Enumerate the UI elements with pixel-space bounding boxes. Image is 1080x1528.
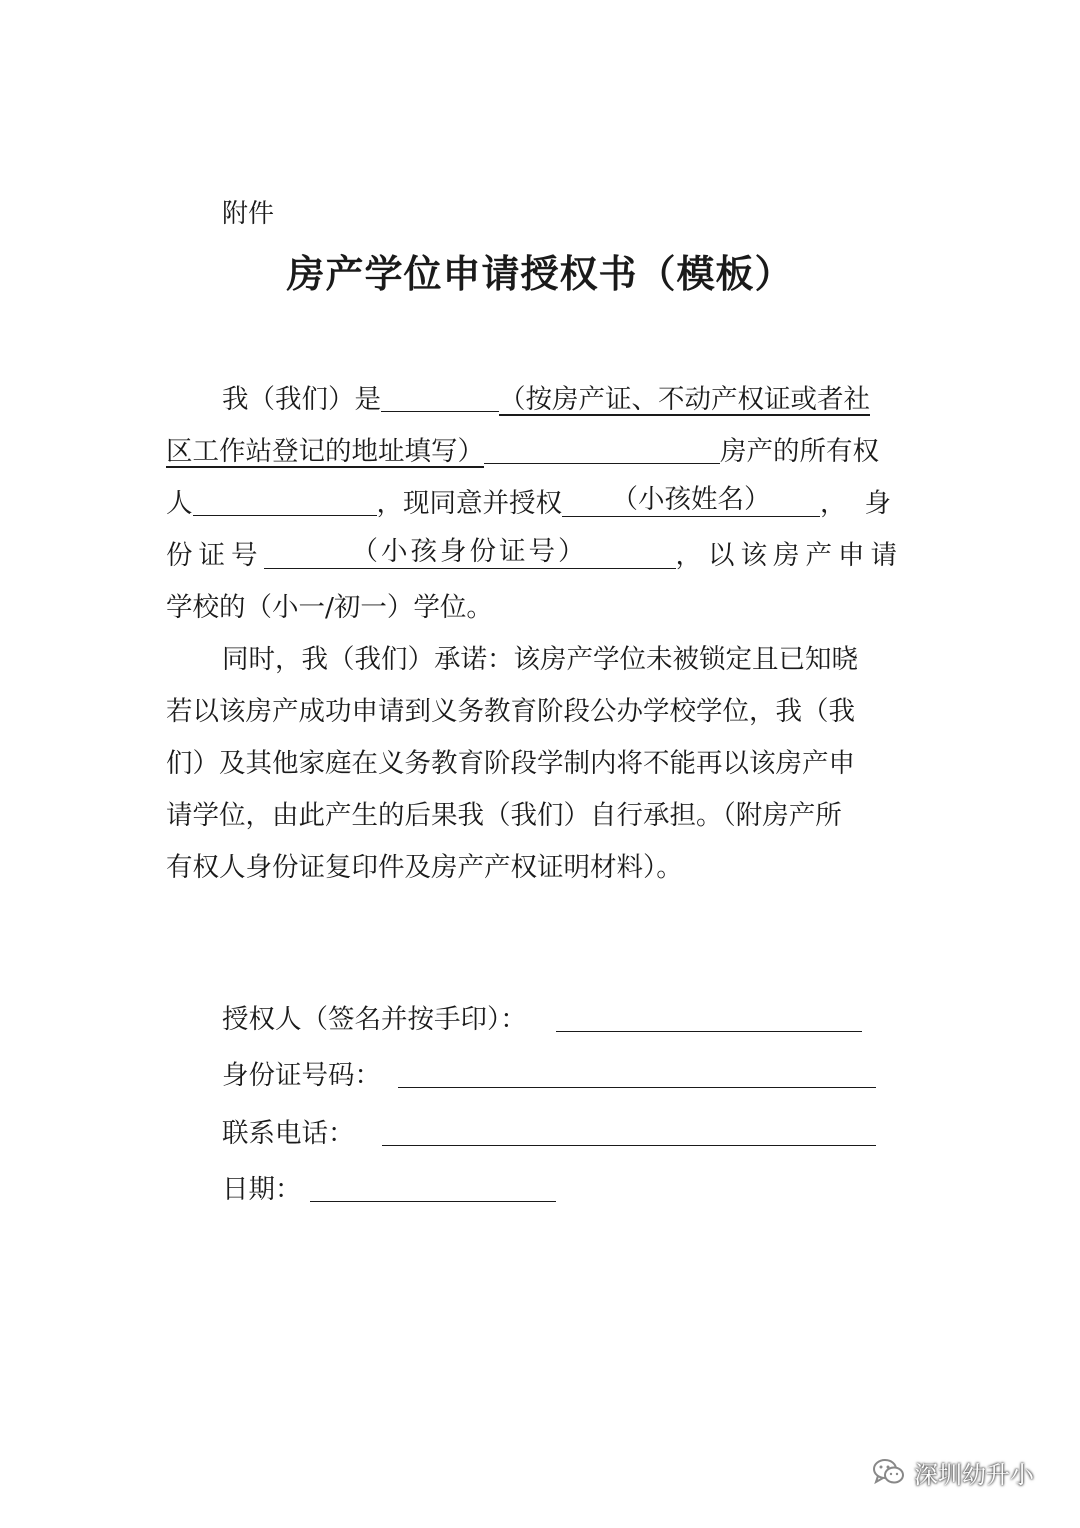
- ownership-text: 房产的所有权: [720, 436, 879, 467]
- date-label: 日期：: [222, 1174, 302, 1205]
- commitment-text-2: 若以该房产成功申请到义务教育阶段公办学校学位，我（我: [166, 696, 855, 727]
- school-level-text: 学校的（小一/初一）学位。: [166, 592, 493, 623]
- paragraph1-line4: [166, 530, 918, 582]
- phone-label: 联系电话：: [222, 1118, 355, 1149]
- child-id-field: [264, 534, 676, 569]
- paragraph1-line1: [166, 374, 918, 426]
- commitment-text-1: 同时，我（我们）承诺：该房产学位未被锁定且已知晓: [222, 644, 858, 675]
- paragraph2-line1: [166, 634, 918, 686]
- commitment-text-4: 请学位，由此产生的后果我（我们）自行承担。（附房产所: [166, 800, 842, 831]
- date-line: [310, 1201, 556, 1202]
- paragraph2-line4: [166, 790, 918, 842]
- address-blank: [381, 377, 499, 412]
- apply-text: ，以该房产申请: [675, 540, 903, 571]
- address-note-cont: 区工作站登记的地址填写）: [166, 436, 484, 467]
- paragraph2-line2: [166, 686, 918, 738]
- paragraph1-line5: [166, 582, 918, 634]
- wechat-icon: [872, 1457, 906, 1487]
- id-number-line: [398, 1087, 876, 1088]
- owner-intro-text: 我（我们）是: [222, 384, 381, 415]
- id-number-label: 身份证号码：: [222, 1060, 381, 1091]
- child-name-field: [562, 482, 820, 517]
- owner-label: 人: [166, 488, 193, 519]
- commitment-text-5: 有权人身份证复印件及房产产权证明材料）。: [166, 852, 683, 883]
- document-title: 房产学位申请授权书（模板）: [286, 251, 794, 296]
- child-id-placeholder: （小孩身份证号）: [351, 536, 588, 567]
- paragraph2-line5: [166, 842, 918, 894]
- watermark-text: 深圳幼升小: [914, 1460, 1034, 1489]
- id-prefix-text: ，身: [820, 488, 909, 519]
- authorizer-label: 授权人（签名并按手印）：: [222, 1004, 527, 1035]
- owner-name-blank: [193, 481, 377, 516]
- commitment-text-3: 们）及其他家庭在义务教育阶段学制内将不能再以该房产申: [166, 748, 855, 779]
- address-note: （按房产证、不动产权证或者社: [499, 384, 870, 415]
- paragraph1-line2: [166, 426, 918, 478]
- address-blank-2: [484, 429, 720, 464]
- child-name-placeholder: （小孩姓名）: [611, 484, 771, 515]
- watermark: [872, 1450, 1034, 1494]
- id-label-text: 份证号: [166, 540, 264, 571]
- phone-line: [382, 1145, 876, 1146]
- paragraph2-line3: [166, 738, 918, 790]
- authorizer-signature-line: [556, 1031, 862, 1032]
- paragraph1-line3: [166, 478, 918, 530]
- attachment-label: 附件: [222, 199, 275, 229]
- consent-text: ，现同意并授权: [376, 488, 562, 519]
